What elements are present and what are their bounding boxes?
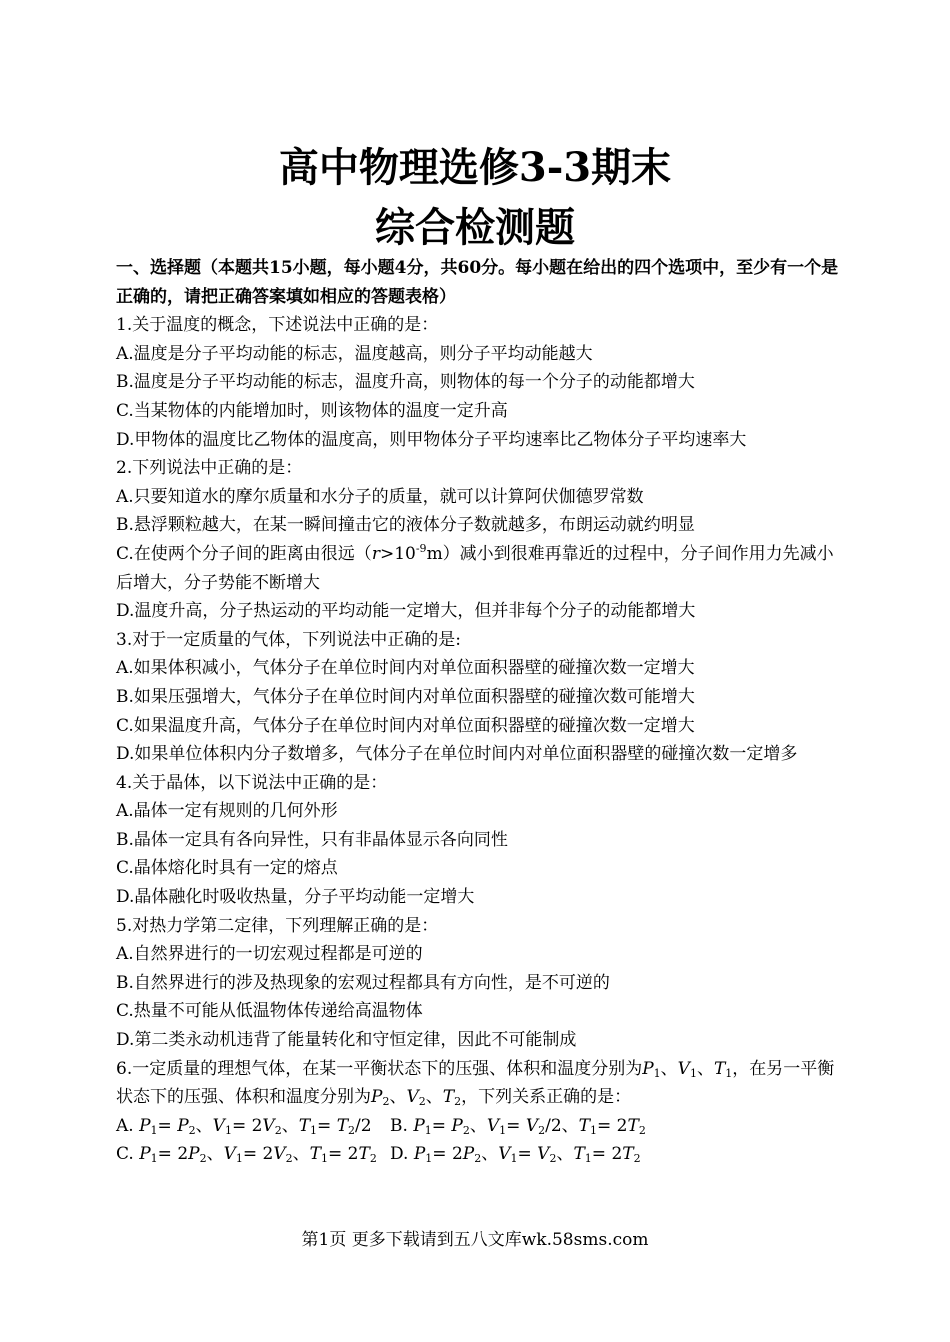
question-1-option-d: D.甲物体的温度比乙物体的温度高，则甲物体分子平均速率比乙物体分子平均速率大: [116, 429, 747, 450]
question-2-option-d: D.温度升高，分子热运动的平均动能一定增大，但并非每个分子的动能都增大: [116, 601, 696, 622]
question-1-option-b: B.温度是分子平均动能的标志，温度升高，则物体的每一个分子的动能都增大: [116, 372, 695, 393]
question-6-options-row-2: [116, 1140, 848, 1169]
question-4-stem: 4.关于晶体，以下说法中正确的是：: [116, 772, 388, 793]
question-4-option-b: B.晶体一定具有各向异性，只有非晶体显示各向同性: [116, 829, 508, 850]
section-heading: 一、选择题（本题共15小题，每小题4分，共60分。每小题在给出的四个选项中，至少有一个是正确的，请把正确答案填如相应的答题表格）: [116, 258, 839, 307]
question-1-option-c: C.当某物体的内能增加时，则该物体的温度一定升高: [116, 400, 508, 421]
question-2-option-c: C.在使两个分子间的距离由很远$(r>10^{-9}m)$减小到很难再靠近的过程中，分子间作用力先减小后增大，分子势能不断增大: [116, 541, 834, 593]
question-5-option-a: A.自然界进行的一切宏观过程都是可逆的: [116, 944, 423, 965]
page-title: 高中物理选修3-3期末: [278, 144, 672, 191]
question-6-option-b: B. $P_1= P_2$、$V_1= V_2/2$、$T_1= 2T_2$: [390, 1115, 646, 1137]
question-3-option-b: B.如果压强增大，气体分子在单位时间内对单位面积器壁的碰撞次数可能增大: [116, 686, 695, 707]
question-5-option-b: B.自然界进行的涉及热现象的宏观过程都具有方向性，是不可逆的: [116, 972, 610, 993]
question-2-option-a: A.只要知道水的摩尔质量和水分子的质量，就可以计算阿伏伽德罗常数: [116, 486, 644, 507]
question-1-stem: 1.关于温度的概念，下述说法中正确的是：: [116, 315, 439, 336]
question-6-stem: 6.一定质量的理想气体，在某一平衡状态下的压强、体积和温度分别为$P_1$、$V_1$、$T_1$，在另一平衡状态下的压强、体积和温度分别为$P_2$、$V_2$、$T_2$，下列关系正确的是：: [116, 1058, 835, 1109]
page-footer: 第1页 更多下载请到五八文库wk.58sms.com: [301, 1230, 649, 1250]
question-1-option-a: A.温度是分子平均动能的标志，温度越高，则分子平均动能越大: [116, 343, 593, 364]
question-5-stem: 5.对热力学第二定律，下列理解正确的是：: [116, 915, 439, 936]
exam-content: [116, 254, 848, 1169]
question-5-option-d: D.第二类永动机违背了能量转化和守恒定律，因此不可能制成: [116, 1030, 577, 1051]
question-6-option-c: C. $P_1= 2P_2$、$V_1= 2V_2$、$T_1= 2T_2$: [116, 1144, 377, 1166]
question-2-option-b: B.悬浮颗粒越大，在某一瞬间撞击它的液体分子数就越多，布朗运动就约明显: [116, 515, 695, 536]
question-3-option-d: D.如果单位体积内分子数增多，气体分子在单位时间内对单位面积器壁的碰撞次数一定增多: [116, 744, 798, 765]
question-6-option-a: A. $P_1= P_2$、$V_1= 2V_2$、$T_1= T_2/2$: [116, 1115, 372, 1137]
question-4-option-a: A.晶体一定有规则的几何外形: [116, 801, 338, 822]
question-5-option-c: C.热量不可能从低温物体传递给高温物体: [116, 1001, 423, 1022]
question-3-option-a: A.如果体积减小，气体分子在单位时间内对单位面积器壁的碰撞次数一定增大: [116, 658, 695, 679]
question-3-stem: 3.对于一定质量的气体，下列说法中正确的是:: [116, 629, 461, 650]
page-subtitle: 综合检测题: [375, 204, 575, 251]
question-6-options-row-1: [116, 1112, 848, 1141]
question-4-option-d: D.晶体融化时吸收热量，分子平均动能一定增大: [116, 887, 475, 908]
question-3-option-c: C.如果温度升高，气体分子在单位时间内对单位面积器壁的碰撞次数一定增大: [116, 715, 695, 736]
question-4-option-c: C.晶体熔化时具有一定的熔点: [116, 858, 338, 879]
question-6-option-d: D. $P_1= 2P_2$、$V_1= V_2$、$T_1= 2T_2$: [390, 1144, 641, 1166]
question-2-stem: 2.下列说法中正确的是：: [116, 458, 303, 479]
